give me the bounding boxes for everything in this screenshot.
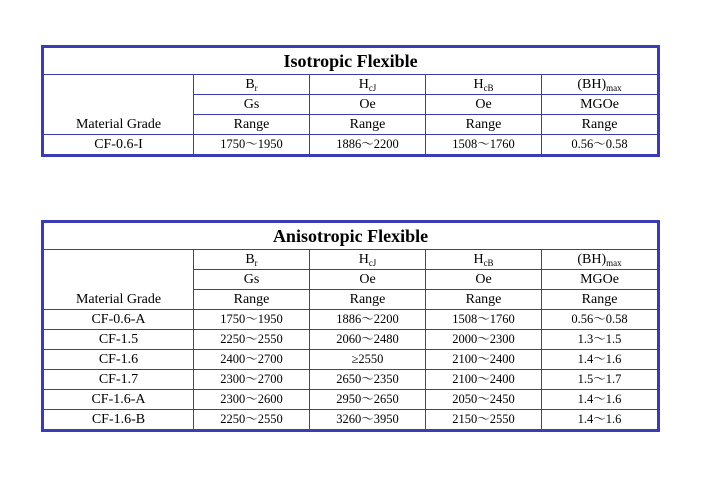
hcb-cell: 1508～1760 xyxy=(426,135,542,156)
isotropic-title: Isotropic Flexible xyxy=(43,47,659,75)
bhmax-cell: 1.4～1.6 xyxy=(542,350,659,370)
anisotropic-col-hcb-unit: Oe xyxy=(426,270,542,290)
bhmax-cell: 1.5～1.7 xyxy=(542,370,659,390)
isotropic-col-hcj-unit: Oe xyxy=(310,95,426,115)
anisotropic-col-br-unit: Gs xyxy=(194,270,310,290)
br-cell: 1750～1950 xyxy=(194,310,310,330)
bhmax-cell: 1.4～1.6 xyxy=(542,390,659,410)
anisotropic-grade-header: Material Grade xyxy=(43,250,194,310)
hcj-cell: 2060～2480 xyxy=(310,330,426,350)
anisotropic-col-bhmax-unit: MGOe xyxy=(542,270,659,290)
anisotropic-col-hcj-range-label: Range xyxy=(310,290,426,310)
grade-cell: CF-0.6-I xyxy=(43,135,194,156)
isotropic-col-br-unit: Gs xyxy=(194,95,310,115)
hcj-cell: 2950～2650 xyxy=(310,390,426,410)
grade-cell: CF-1.5 xyxy=(43,330,194,350)
bhmax-cell: 1.4～1.6 xyxy=(542,410,659,431)
hcj-cell: 1886～2200 xyxy=(310,135,426,156)
anisotropic-col-bhmax-symbol: $(BH)_{max}$ xyxy=(542,250,659,270)
anisotropic-col-hcj-unit: Oe xyxy=(310,270,426,290)
grade-cell: CF-1.6-A xyxy=(43,390,194,410)
anisotropic-col-br-range-label: Range xyxy=(194,290,310,310)
hcj-cell: 3260～3950 xyxy=(310,410,426,431)
isotropic-col-bhmax-range-label: Range xyxy=(542,115,659,135)
isotropic-col-bhmax-symbol: $(BH)_{max}$ xyxy=(542,75,659,95)
anisotropic-col-hcb-range-label: Range xyxy=(426,290,542,310)
table-row xyxy=(43,310,659,330)
grade-cell: CF-1.6 xyxy=(43,350,194,370)
hcb-cell: 2100～2400 xyxy=(426,370,542,390)
bhmax-cell: 0.56～0.58 xyxy=(542,310,659,330)
table-row xyxy=(43,410,659,431)
isotropic-col-br-symbol: $B_r$ xyxy=(194,75,310,95)
hcj-cell: 2650～2350 xyxy=(310,370,426,390)
isotropic-col-bhmax-unit: MGOe xyxy=(542,95,659,115)
isotropic-col-hcb-range-label: Range xyxy=(426,115,542,135)
hcj-cell: ≥2550 xyxy=(310,350,426,370)
br-cell: 1750～1950 xyxy=(194,135,310,156)
hcb-cell: 2000～2300 xyxy=(426,330,542,350)
isotropic-col-br-range-label: Range xyxy=(194,115,310,135)
anisotropic-col-bhmax-range-label: Range xyxy=(542,290,659,310)
anisotropic-col-hcb-symbol: $H_{cB}$ xyxy=(426,250,542,270)
anisotropic-title: Anisotropic Flexible xyxy=(43,222,659,250)
anisotropic-table xyxy=(41,220,660,432)
grade-cell: CF-1.6-B xyxy=(43,410,194,431)
anisotropic-col-br-symbol: $B_r$ xyxy=(194,250,310,270)
hcj-cell: 1886～2200 xyxy=(310,310,426,330)
table-row xyxy=(43,350,659,370)
grade-cell: CF-0.6-A xyxy=(43,310,194,330)
table-row xyxy=(43,330,659,350)
br-cell: 2300～2600 xyxy=(194,390,310,410)
table-row xyxy=(43,370,659,390)
hcb-cell: 2100～2400 xyxy=(426,350,542,370)
bhmax-cell: 0.56～0.58 xyxy=(542,135,659,156)
br-cell: 2250～2550 xyxy=(194,330,310,350)
br-cell: 2250～2550 xyxy=(194,410,310,431)
table-row xyxy=(43,135,659,156)
anisotropic-col-hcj-symbol: $H_{cJ}$ xyxy=(310,250,426,270)
grade-cell: CF-1.7 xyxy=(43,370,194,390)
hcb-cell: 2150～2550 xyxy=(426,410,542,431)
isotropic-table xyxy=(41,45,660,157)
isotropic-col-hcj-range-label: Range xyxy=(310,115,426,135)
isotropic-grade-header: Material Grade xyxy=(43,75,194,135)
table-row xyxy=(43,390,659,410)
bhmax-cell: 1.3～1.5 xyxy=(542,330,659,350)
hcb-cell: 1508～1760 xyxy=(426,310,542,330)
isotropic-col-hcb-unit: Oe xyxy=(426,95,542,115)
hcb-cell: 2050～2450 xyxy=(426,390,542,410)
br-cell: 2300～2700 xyxy=(194,370,310,390)
isotropic-col-hcj-symbol: $H_{cJ}$ xyxy=(310,75,426,95)
br-cell: 2400～2700 xyxy=(194,350,310,370)
isotropic-col-hcb-symbol: $H_{cB}$ xyxy=(426,75,542,95)
